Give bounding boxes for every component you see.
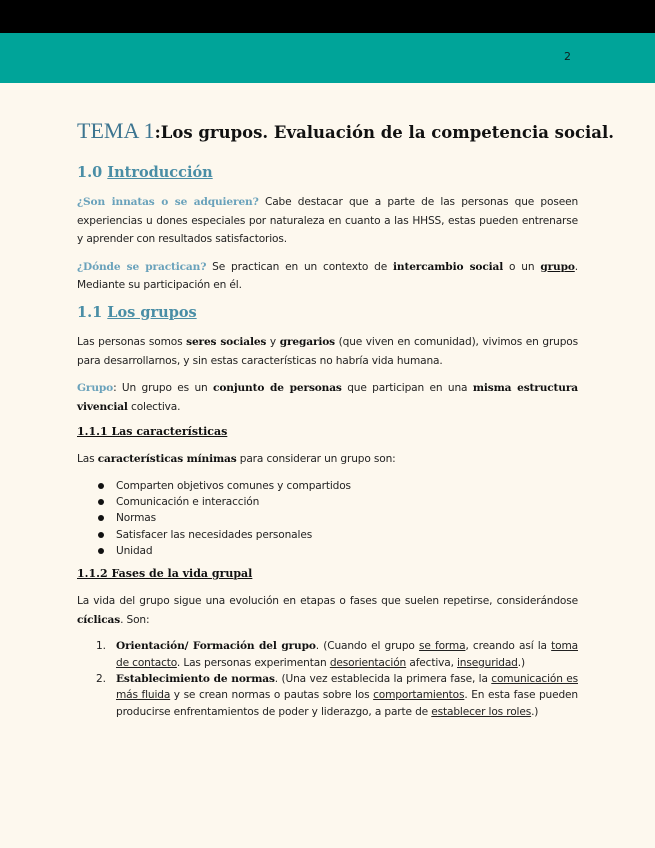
text-span: afectiva, xyxy=(406,656,458,669)
page-header-band xyxy=(0,33,655,83)
underlined-term: comunicación es más fluida xyxy=(116,672,578,702)
text-span: . Mediante su participación en él. xyxy=(77,260,578,292)
document-body xyxy=(77,118,614,720)
characteristics-list xyxy=(77,478,578,559)
heading-label: Introducción xyxy=(107,164,213,181)
list-item xyxy=(77,510,578,526)
paragraph-innatas xyxy=(77,193,578,249)
bold-term: características mínimas xyxy=(97,453,237,466)
phase-title: Orientación/ Formación del grupo xyxy=(116,640,316,653)
list-item xyxy=(77,494,578,510)
text-span: . (Una vez establecida la primera fase, la xyxy=(274,672,492,685)
list-item-text: Comunicación e interacción xyxy=(116,496,260,509)
text-span: colectiva. xyxy=(127,400,181,413)
text-span: y se crean normas o pautas sobre los xyxy=(170,689,374,702)
list-number: 1. xyxy=(96,640,106,653)
text-span: que participan en una xyxy=(341,382,473,395)
heading-fases: 1.1.2 Fases de la vida grupal xyxy=(77,566,253,580)
title-text: :Los grupos. Evaluación de la competencia social. xyxy=(154,123,614,142)
text-span: (que viven en comunidad), vivimos en grupos para desarrollarnos, y sin estas características no habría vida humana. xyxy=(77,335,578,367)
text-span: , creando así la xyxy=(465,640,552,653)
paragraph-seres-sociales xyxy=(77,333,578,370)
bold-term: conjunto de personas xyxy=(213,382,342,395)
paragraph-caracteristicas-intro xyxy=(77,450,578,469)
underlined-term: comportamientos xyxy=(373,689,465,702)
heading-label: Los grupos xyxy=(107,303,197,321)
bullet-icon xyxy=(98,548,104,554)
question-donde: ¿Dónde se practican? xyxy=(77,260,207,273)
underlined-term: toma de contacto xyxy=(116,640,579,669)
text-span: Las xyxy=(77,453,98,466)
text-span: o un xyxy=(503,260,541,273)
list-item-text: Satisfacer las necesidades personales xyxy=(116,528,313,541)
text-span: La vida del grupo sigue una evolución en etapas o fases que suelen repetirse, considerándose xyxy=(77,594,578,607)
text-span: . En esta fase pueden producirse enfrentamientos de poder y liderazgo, a parte de xyxy=(116,689,578,718)
top-black-bar xyxy=(0,0,655,33)
heading-caracteristicas: 1.1.1 Las características xyxy=(77,425,228,439)
bold-term: cíclicas xyxy=(77,613,121,626)
heading-los-grupos xyxy=(77,304,578,321)
heading-number: 1.0 xyxy=(77,164,103,181)
text-span: .) xyxy=(517,656,525,669)
label-grupo: Grupo xyxy=(77,382,114,395)
document-title xyxy=(77,118,614,144)
question-innatas: ¿Son innatas o se adquieren? xyxy=(77,196,259,208)
bold-term: grupo xyxy=(540,260,575,273)
paragraph-fases-intro xyxy=(77,592,578,629)
text-span: . Son: xyxy=(120,613,150,626)
text-span: : Un grupo es un xyxy=(113,382,214,395)
underlined-term: se forma xyxy=(419,640,466,653)
bold-term: gregarios xyxy=(279,335,335,348)
text-span: y xyxy=(266,335,280,348)
heading-number: 1.1 xyxy=(77,303,103,321)
text-span: Las personas somos xyxy=(77,335,187,348)
list-item xyxy=(77,671,578,720)
page-number: 2 xyxy=(564,50,571,63)
phase-title: Establecimiento de normas xyxy=(116,672,275,685)
underlined-term: inseguridad xyxy=(457,656,518,669)
text-span: . (Cuando el grupo xyxy=(315,640,420,653)
title-prefix: TEMA 1 xyxy=(77,118,155,143)
text-span: Se practican en un contexto de xyxy=(206,260,394,273)
phases-list xyxy=(77,638,578,720)
bullet-icon xyxy=(98,515,104,521)
text-span: Cabe destacar que a parte de las personas que poseen experiencias u dones especiales por naturaleza en cuanto a las HHSS, estas pueden entrenarse y aprender con resultados satisfactorios. xyxy=(77,196,579,246)
list-item xyxy=(77,543,578,559)
list-item xyxy=(77,478,578,494)
text-span: .) xyxy=(531,705,539,718)
list-item-text: Normas xyxy=(116,512,157,525)
bullet-icon xyxy=(98,499,104,505)
bullet-icon xyxy=(98,483,104,489)
list-item-text: Unidad xyxy=(116,544,153,557)
bold-term: misma estructura vivencial xyxy=(77,382,578,413)
text-span: . Las personas experimentan xyxy=(176,656,330,669)
list-item xyxy=(77,638,578,671)
paragraph-donde xyxy=(77,258,578,295)
underlined-term: desorientación xyxy=(329,656,407,669)
paragraph-grupo-definicion xyxy=(77,379,578,416)
bullet-icon xyxy=(98,532,104,538)
bold-term: seres sociales xyxy=(186,335,267,348)
text-span: para considerar un grupo son: xyxy=(236,453,396,466)
list-item xyxy=(77,527,578,543)
bold-term: intercambio social xyxy=(393,260,504,273)
list-item-text: Comparten objetivos comunes y compartidos xyxy=(116,479,351,492)
heading-introduccion xyxy=(77,164,578,181)
list-number: 2. xyxy=(96,672,106,685)
underlined-term: establecer los roles xyxy=(431,705,532,718)
